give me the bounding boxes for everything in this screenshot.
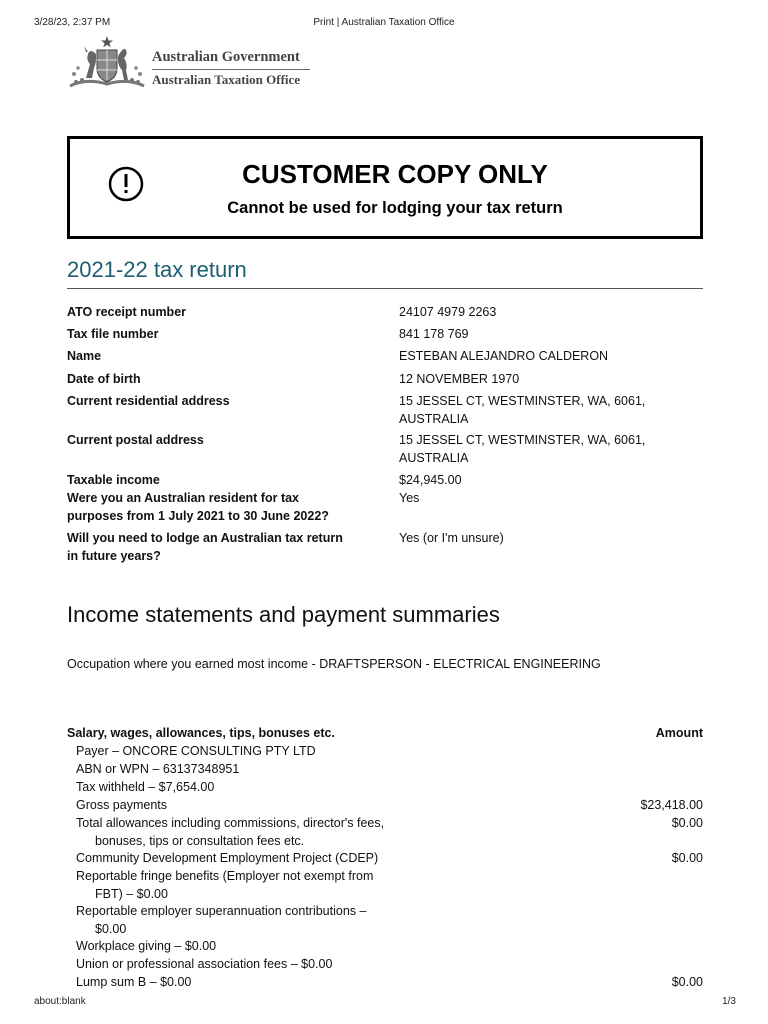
print-page-title: Print | Australian Taxation Office	[313, 17, 455, 28]
notice-title: CUSTOMER COPY ONLY	[242, 159, 548, 189]
taxable-income-label: Taxable income	[67, 473, 160, 487]
cdep-amount: $0.00	[671, 851, 703, 865]
residential-address-label: Current residential address	[67, 394, 230, 408]
coat-of-arms-icon	[66, 34, 148, 94]
future-lodge-question-line1: Will you need to lodge an Australian tax return	[67, 531, 343, 545]
fringe-benefits-line2: FBT) – $0.00	[95, 887, 168, 901]
resident-question-line2: purposes from 1 July 2021 to 30 June 2022?	[67, 509, 329, 523]
future-lodge-question-line2: in future years?	[67, 549, 161, 563]
tax-return-heading: 2021-22 tax return	[67, 257, 247, 282]
super-contributions-line1: Reportable employer superannuation contributions –	[76, 904, 367, 918]
print-datetime: 3/28/23, 2:37 PM	[34, 17, 111, 28]
residential-address-line2: AUSTRALIA	[399, 412, 469, 426]
print-url: about:blank	[34, 996, 86, 1007]
gross-payments-label: Gross payments	[76, 798, 168, 812]
union-fees-text: Union or professional association fees – $0.00	[76, 957, 333, 971]
logo-divider	[152, 69, 310, 70]
receipt-number-value: 24107 4979 2263	[399, 305, 497, 319]
dob-label: Date of birth	[67, 372, 141, 386]
abn-text: ABN or WPN – 63137348951	[76, 762, 240, 776]
logo-ato-text: Australian Taxation Office	[152, 72, 301, 87]
section-divider	[67, 288, 703, 289]
logo-government-text: Australian Government	[152, 49, 300, 65]
receipt-number-label: ATO receipt number	[67, 305, 187, 319]
workplace-giving-text: Workplace giving – $0.00	[76, 939, 217, 953]
salary-heading: Salary, wages, allowances, tips, bonuses etc.	[67, 726, 335, 740]
notice-subtitle: Cannot be used for lodging your tax return	[227, 199, 563, 217]
tfn-value: 841 178 769	[399, 327, 469, 341]
amount-heading: Amount	[655, 726, 703, 740]
allowances-amount: $0.00	[671, 816, 703, 830]
tax-withheld-text: Tax withheld – $7,654.00	[76, 780, 215, 794]
income-heading: Income statements and payment summaries	[67, 602, 500, 627]
postal-address-label: Current postal address	[67, 433, 204, 447]
cdep-label: Community Development Employment Project (CDEP)	[76, 851, 379, 865]
residential-address-line1: 15 JESSEL CT, WESTMINSTER, WA, 6061,	[399, 394, 646, 408]
resident-question-line1: Were you an Australian resident for tax	[67, 491, 300, 505]
occupation-text: Occupation where you earned most income - DRAFTSPERSON - ELECTRICAL ENGINEERING	[67, 657, 601, 671]
ato-logo	[66, 34, 316, 96]
allowances-label-line2: bonuses, tips or consultation fees etc.	[95, 834, 305, 848]
lump-sum-b-label: Lump sum B – $0.00	[76, 975, 192, 989]
postal-address-line2: AUSTRALIA	[399, 451, 469, 465]
gross-payments-amount: $23,418.00	[640, 798, 703, 812]
print-page-number: 1/3	[722, 996, 736, 1007]
customer-copy-notice	[67, 136, 703, 239]
name-label: Name	[67, 349, 102, 363]
fringe-benefits-line1: Reportable fringe benefits (Employer not exempt from	[76, 869, 374, 883]
payer-text: Payer – ONCORE CONSULTING PTY LTD	[76, 744, 316, 758]
lump-sum-b-amount: $0.00	[671, 975, 703, 989]
super-contributions-line2: $0.00	[95, 922, 127, 936]
dob-value: 12 NOVEMBER 1970	[399, 372, 520, 386]
future-lodge-answer: Yes (or I'm unsure)	[399, 531, 504, 545]
taxable-income-value: $24,945.00	[399, 473, 462, 487]
name-value: ESTEBAN ALEJANDRO CALDERON	[399, 349, 609, 363]
resident-answer: Yes	[399, 491, 420, 505]
postal-address-line1: 15 JESSEL CT, WESTMINSTER, WA, 6061,	[399, 433, 646, 447]
allowances-label-line1: Total allowances including commissions, director's fees,	[76, 816, 385, 830]
tfn-label: Tax file number	[67, 327, 159, 341]
